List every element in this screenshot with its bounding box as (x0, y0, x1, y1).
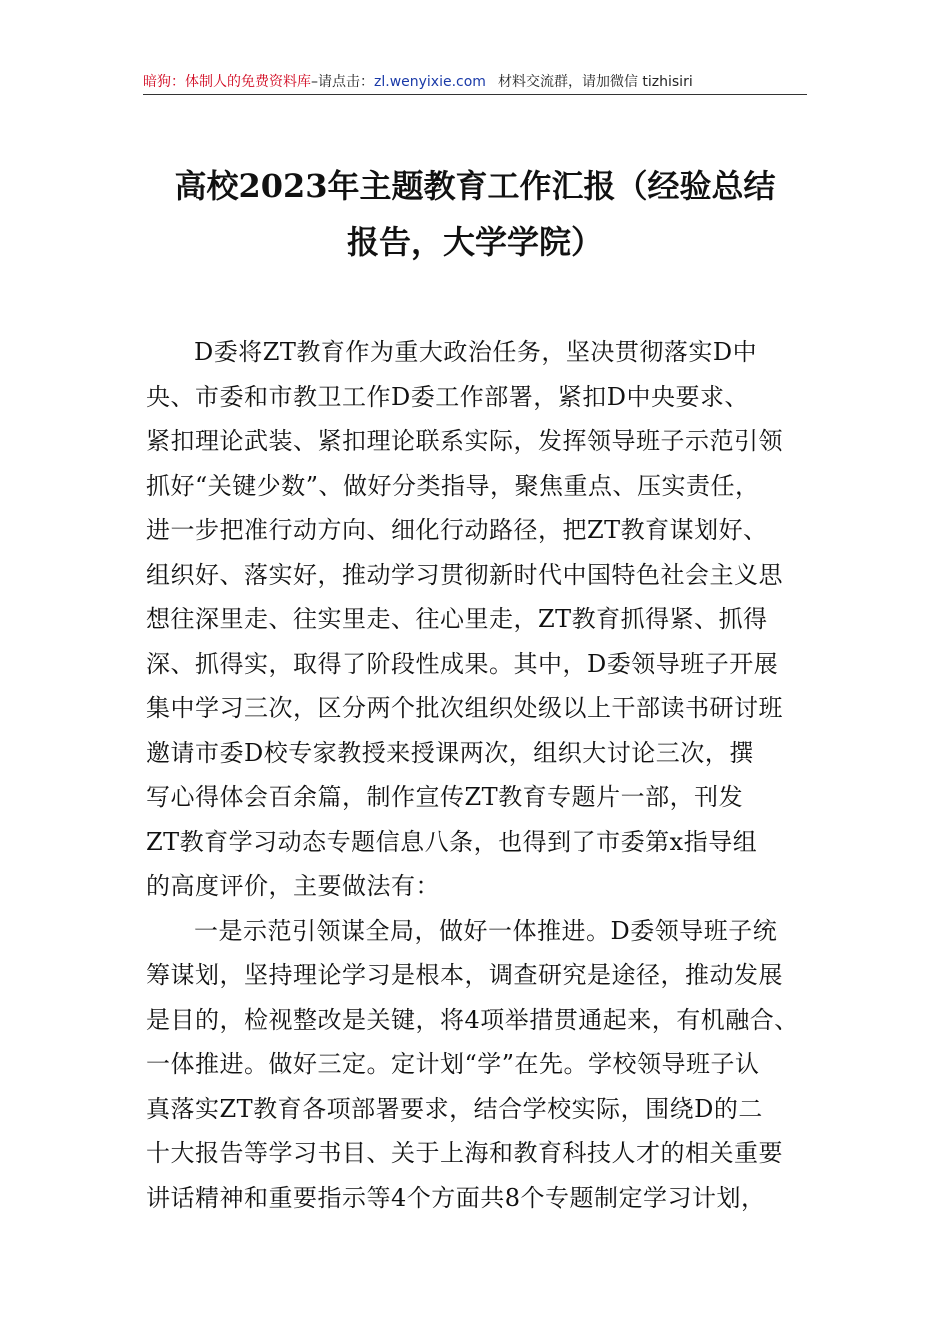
title-line: 报告，大学学院） (346, 223, 603, 261)
document-body (146, 330, 810, 1220)
paragraph-1-line: 进一步把准行动方向、细化行动路径，把ZT教育谋划好、 (146, 516, 768, 544)
paragraph-1-line: 集中学习三次，区分两个批次组织处级以上干部读书研讨班 (146, 694, 783, 722)
paragraph-1-line: 深、抓得实，取得了阶段性成果。其中，D委领导班子开展 (146, 649, 779, 678)
paragraph-1-line: 写心得体会百余篇，制作宣传ZT教育专题片一部，刊发 (146, 783, 744, 811)
paragraph-1-line: 组织好、落实好，推动学习贯彻新时代中国特色社会主义思 (146, 560, 783, 589)
paragraph-1-line: ZT教育学习动态专题信息八条，也得到了市委第x指导组 (146, 827, 758, 856)
banner-url-link[interactable]: zl.wenyixie.com (374, 74, 486, 90)
paragraph-2-line: 十大报告等学习书目、关于上海和教育科技人才的相关重要 (146, 1139, 783, 1167)
banner-source-name: 暗狗：体制人的免费资料库 (143, 74, 311, 90)
paragraph-1-line: 抓好“关键少数”、做好分类指导，聚焦重点、压实责任， (146, 471, 760, 500)
title-line: 高校2023年主题教育工作汇报（经验总结 (174, 167, 776, 205)
paragraph-1-line: 央、市委和市教卫工作D委工作部署，紧扣D中央要求、 (146, 382, 749, 411)
source-banner (143, 72, 807, 92)
paragraph-2-line: 真落实ZT教育各项部署要求，结合学校实际，围绕D的二 (146, 1094, 763, 1123)
paragraph-1-line: 想往深里走、往实里走、往心里走，ZT教育抓得紧、抓得 (146, 605, 768, 633)
paragraph-1-line: 的高度评价，主要做法有： (146, 872, 440, 900)
document-title (143, 158, 807, 270)
header-divider (143, 94, 807, 95)
banner-click-text: –请点击： (311, 74, 374, 90)
paragraph-2-line: 筹谋划，坚持理论学习是根本，调查研究是途径，推动发展 (146, 961, 783, 989)
banner-contact-text: 材料交流群，请加微信 tizhisiri (497, 74, 693, 90)
paragraph-2-line: 是目的，检视整改是关键，将4项举措贯通起来，有机融合、 (146, 1005, 799, 1034)
paragraph-2-line: 一体推进。做好三定。定计划“学”在先。学校领导班子认 (146, 1050, 760, 1078)
paragraph-2-line: 讲话精神和重要指示等4个方面共8个专题制定学习计划， (146, 1183, 766, 1212)
paragraph-2-line: 一是示范引领谋全局，做好一体推进。D委领导班子统 (194, 916, 778, 945)
paragraph-1-line: D委将ZT教育作为重大政治任务，坚决贯彻落实D中 (194, 338, 758, 366)
paragraph-1-line: 紧扣理论武装、紧扣理论联系实际，发挥领导班子示范引领 (146, 427, 783, 455)
paragraph-1-line: 邀请市委D校专家教授来授课两次，组织大讨论三次，撰 (146, 738, 754, 767)
